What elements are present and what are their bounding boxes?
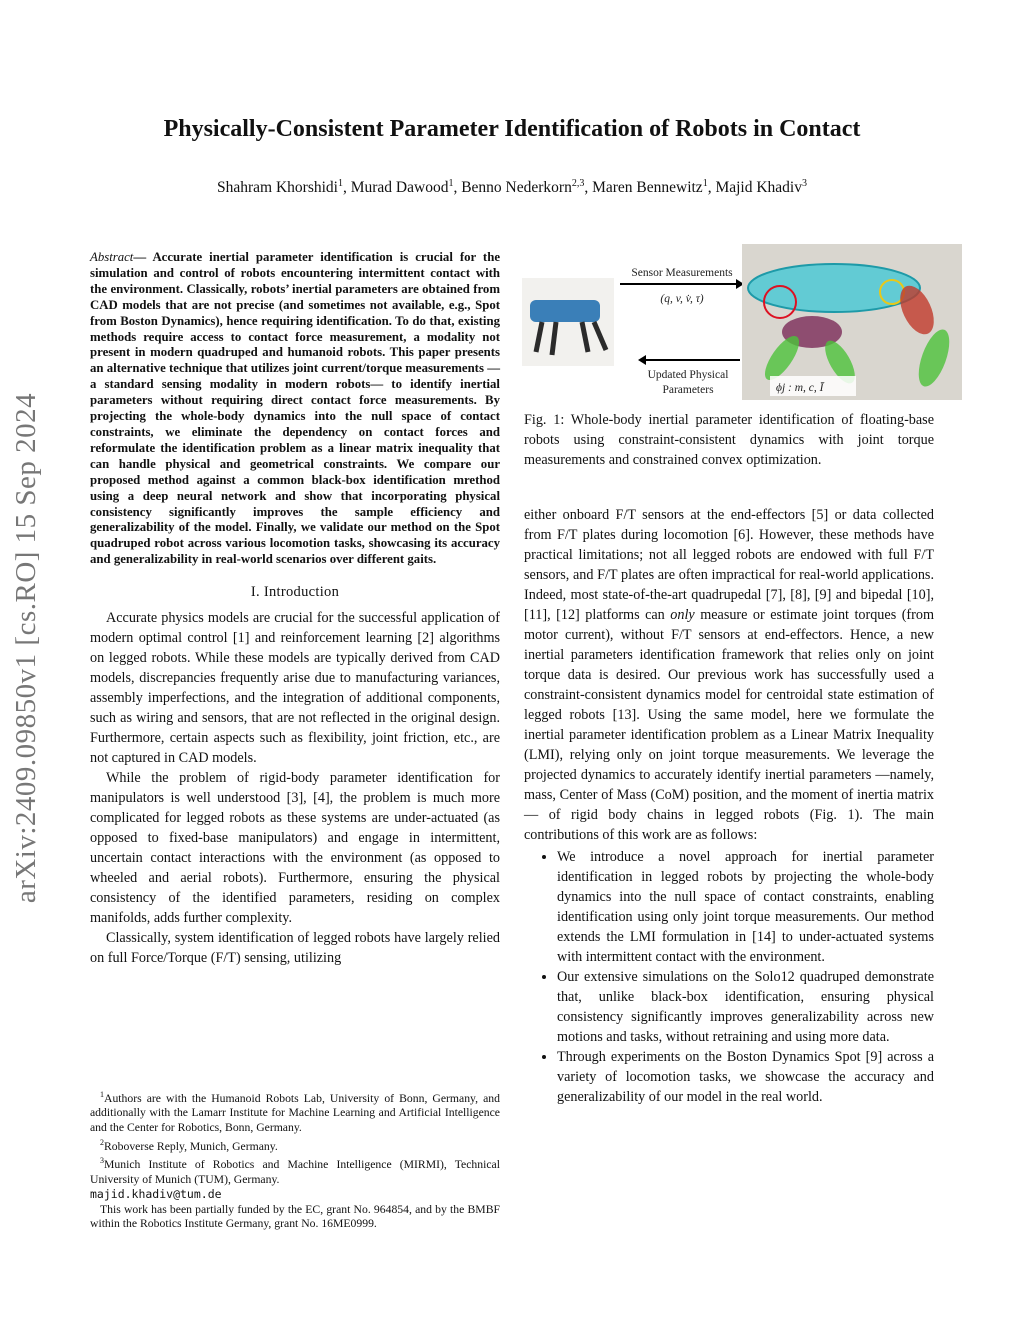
paragraph: While the problem of rigid-body parameter identification for manipulators is well understood [3], [4], the problem is much more complicated for legged robots as these systems are under-actuated (as opposed to fixed-base manipulators) and engage in intermittent, uncertain contact interactions with the environment (as opposed to wheeled and aerial robots). Furthermore, ensuring the physical consistency of the identified parameters, residing on complex manifolds, adds further complexity. — [90, 770, 500, 927]
abstract — [90, 250, 500, 568]
abstract-text: — Accurate inertial parameter identification is crucial for the simulation and control of robots encountering intermittent contact with the environment. Classically, robots’ inertial parameters are obtained from CAD models that are not precise (and sometimes not available, e.g., Spot from Boston Dynamics), hence requiring identification. To do that, existing methods require access to contact force measurement, a modality not present in modern quadruped and humanoid robots. This paper presents an alternative technique that utilizes joint current/torque measurements —a standard sensing modality in modern robots— to identify inertial parameters without requiring direct contact force measurements. By projecting the whole-body dynamics into the null space of contact constraints, we eliminate the dependency on contact forces and reformulate the identification problem as a linear matrix inequality that can handle physical and geometrical constraints. We compare our proposed method against a common black-box identification mrethod using a deep neural network and show that incorporating physical consistency significantly improves the sample efficiency and generalizability of the model. Finally, we validate our method on the Spot quadruped robot across various locomotion tasks, showcasing its accuracy and generalizability in real-world scenarios over different gaits. — [90, 250, 500, 567]
figure-1 — [522, 240, 962, 400]
list-item: • We introduce a novel approach for inertial parameter identification in legged robots by projecting the whole-body dynamics into the null space of contact constraints, enabling identification using only joint torque measurements. Our method extends the LMI formulation in [14] to under-actuated systems with intermittent contact with the environment. — [557, 847, 934, 967]
sensor-formula: (q, v, v̇, τ) — [660, 293, 704, 305]
figure-caption: Fig. 1: Whole-body inertial parameter identification of floating-base robots using constraint-consistent dynamics with joint torque measurements and constrained convex optimization. — [524, 412, 934, 468]
right-column — [524, 505, 934, 1107]
sensor-label: Sensor Measurements — [631, 267, 733, 279]
list-item: • Through experiments on the Boston Dynamics Spot [9] across a variety of locomotion tasks, we showcase the accuracy and generalizability of our model in the real world. — [557, 1047, 934, 1107]
author-name: Murad Dawood — [350, 179, 449, 197]
paragraph: Classically, system identification of legged robots have largely relied on full Force/Torque (F/T) sensing, utilizing — [90, 930, 500, 967]
abstract-label: Abstract — [90, 250, 134, 264]
author-affiliation: 1 — [337, 178, 343, 189]
update-label-1: Updated Physical — [647, 369, 729, 381]
author-affiliation: 1 — [702, 178, 708, 189]
footnote: $^1$Authors are with the Humanoid Robots Lab, University of Bonn, Germany, and additionally with the Lamarr Institute for Machine Learning and Artificial Intelligence and the Center for Robotics, Bonn, Germany. — [90, 1090, 500, 1135]
phi-label: ϕj : m, c, Ī — [776, 382, 824, 394]
author-affiliation: 1 — [448, 178, 454, 189]
footnote: $^2$Roboverse Reply, Munich, Germany. — [100, 1137, 278, 1153]
author-name: Majid Khadiv — [715, 179, 802, 197]
email-link[interactable]: majid.khadiv@tum.de — [90, 1187, 222, 1202]
paragraph: either onboard F/T sensors at the end-effectors [5] or data collected from F/T plates during locomotion [6]. However, these methods have practical limitations; not all legged robots are endowed with full F/T sensors, and F/T plates are often impractical for real-world applications. Indeed, most state-of-the-art quadrupedal [7], [8], [9] and bipedal [10], [11], [12] platforms can only measure or estimate joint torques (from motor current), without F/T sensors at end-effectors. Hence, a new inertial parameters identification framework that relies only on joint torque data is desired. Our previous work has successfully used a constraint-consistent dynamics model for centroidal state estimation of legged robots [13]. Using the same model, here we formulate the inertial parameter identification problem as a Linear Matrix Inequality (LMI), relying only on joint torque measurements. We leverage the projected dynamics to accurately identify inertial parameters —namely, mass, Center of Mass (CoM) position, and the moment of inertia matrix— of rigid body chains in legged robots (Fig. 1). The main contributions of this work are as follows: — [524, 507, 935, 843]
left-column — [90, 250, 500, 968]
contribution-list — [524, 847, 934, 1107]
section-heading: I. Introduction — [250, 584, 340, 601]
author-name: Benno Nederkorn — [461, 179, 572, 197]
update-label-2: Parameters — [662, 384, 714, 396]
author-affiliation: 2,3 — [571, 178, 585, 189]
robot-body-icon — [530, 300, 600, 322]
paragraph: Accurate physics models are crucial for the successful application of modern optimal control [1] and reinforcement learning [2] algorithms on legged robots. While these models are typically derived from CAD models, discrepancies frequently arise due to manufacturing variances, assembly imperfections, and the integration of additional components, such as wiring and sensors, that are not reflected in the original design. Furthermore, certain aspects such as flexibility, joint friction, etc., are not captured in CAD models. — [90, 610, 500, 767]
author-name: Maren Bennewitz — [592, 179, 703, 197]
arxiv-watermark: arXiv:2409.09850v1 [cs.RO] 15 Sep 2024 — [10, 392, 42, 904]
paper-title: Physically-Consistent Parameter Identification of Robots in Contact — [163, 116, 861, 142]
funding-note: This work has been partially funded by the EC, grant No. 964854, and by the BMBF within the Robotics Institute Germany, grant No. 16ME0999. — [90, 1202, 500, 1231]
author-name: Shahram Khorshidi — [217, 179, 338, 197]
footnote: $^3$Munich Institute of Robotics and Machine Intelligence (MIRMI), Technical University of Munich (TUM), Germany. majid.khadiv@tum.de — [90, 1156, 500, 1202]
list-item: • Our extensive simulations on the Solo12 quadruped demonstrate that, unlike black-box identification, ensuring physical consistency significantly improves generalizability across new motions and tasks, without retraining and using more data. — [557, 967, 934, 1047]
emphasis: only — [670, 607, 695, 623]
footnotes — [90, 1088, 500, 1232]
author-list: Shahram Khorshidi$^1$, Murad Dawood$^1$, Benno Nederkorn$^{2,3}$, Maren Bennewitz$^1$, Majid Khadiv$^3$ — [217, 178, 807, 197]
figure-graphic — [522, 240, 962, 400]
author-affiliation: 3 — [801, 178, 807, 189]
